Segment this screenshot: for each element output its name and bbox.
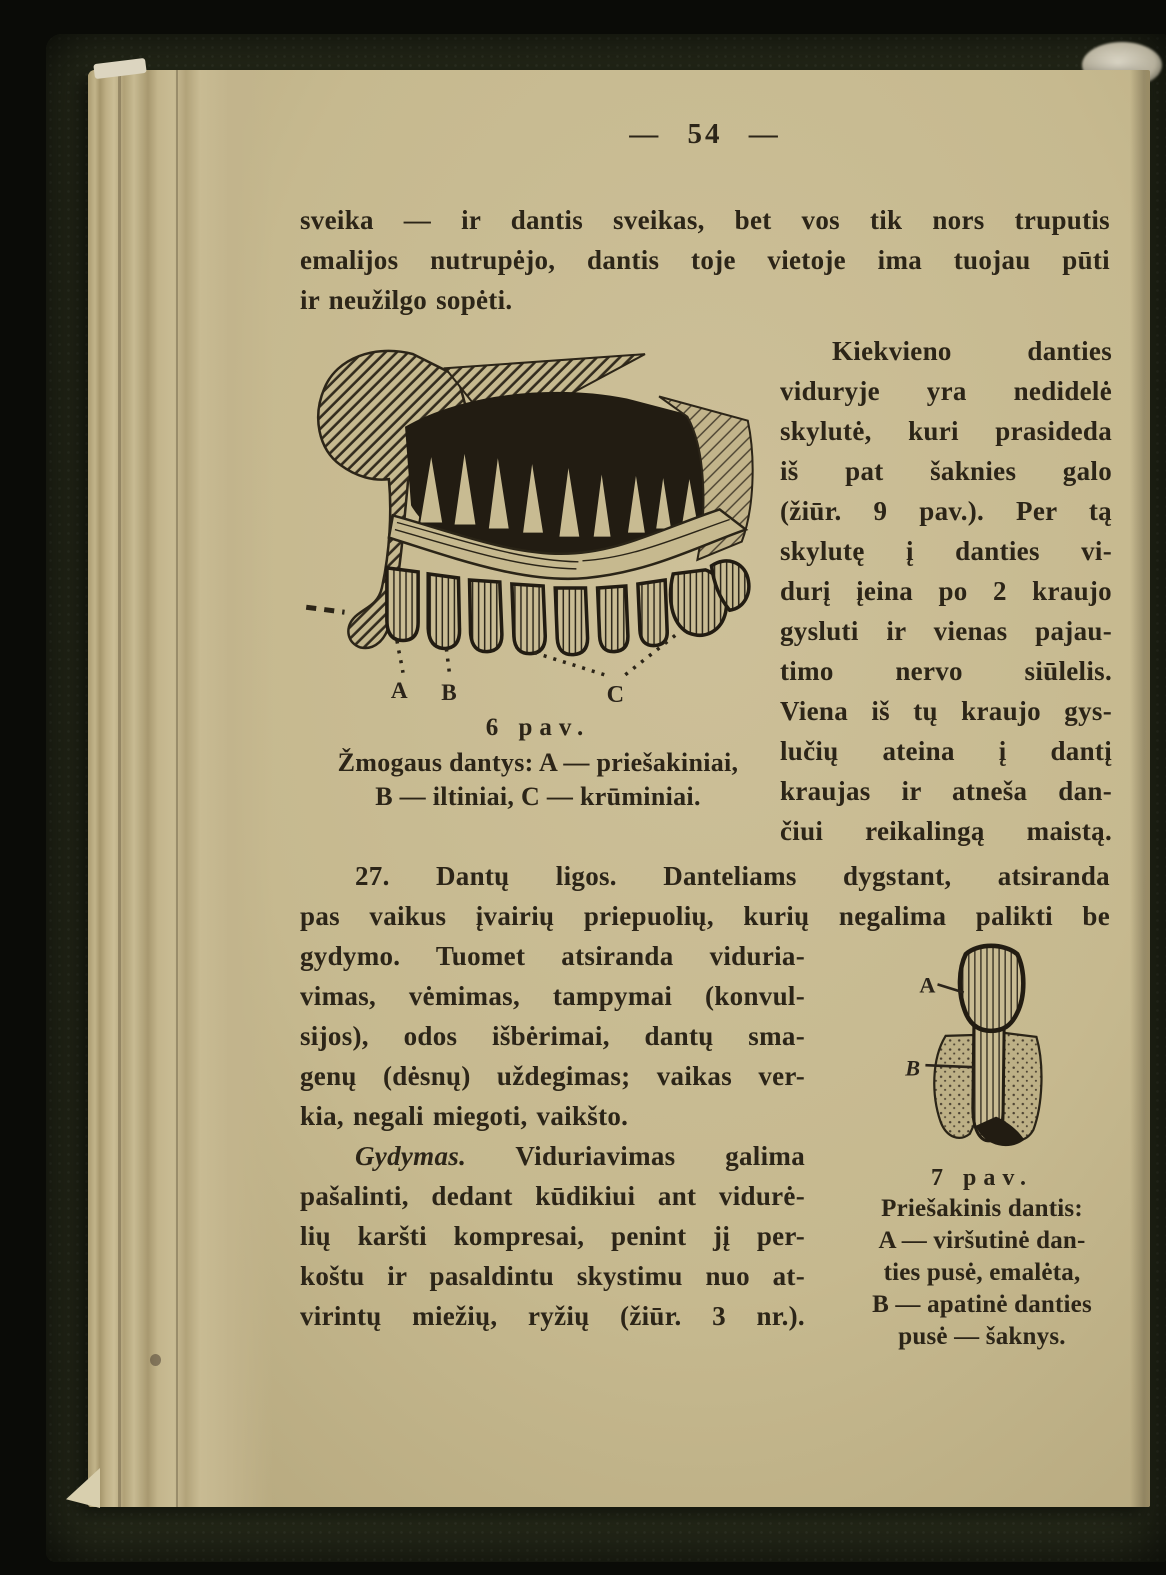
fig6-label-a: A	[390, 677, 408, 704]
caption-line: Žmogaus dantys: A — priešakiniai,	[337, 748, 739, 777]
figure-6-caption	[248, 710, 828, 814]
page-right-fold	[1130, 70, 1150, 1507]
text-line: koštu ir pasaldintu skystimu nuo at-	[300, 1261, 805, 1291]
gydymas-rest: Viduriavimas galima	[515, 1141, 805, 1171]
text-line: kia, negali miegoti, vaikšto.	[300, 1101, 629, 1131]
figure-7-tooth-illustration	[893, 938, 1085, 1155]
text-line: skylutė, kuri prasideda	[780, 416, 1112, 446]
text-line: kraujas ir atneša dan-	[780, 776, 1112, 806]
text-line	[300, 856, 1110, 896]
gydymas-label: Gydymas.	[355, 1141, 467, 1171]
bone-left-blob	[934, 1035, 977, 1138]
book-page	[88, 70, 1150, 1507]
caption-line: ties pusė, emalėta,	[883, 1259, 1081, 1286]
text-line: pas vaikus įvairių priepuolių, kurių negalima palikti be	[300, 901, 1110, 931]
text-line: skylutę į danties vi-	[780, 536, 1112, 566]
page-edge-line	[118, 70, 121, 1507]
intro-paragraph	[300, 200, 1110, 320]
lower-teeth	[387, 568, 667, 655]
text-line: timo nervo siūlelis.	[780, 656, 1112, 686]
column-left	[300, 936, 805, 1336]
text-line: pašalinti, dedant kūdikiui ant vidurė-	[300, 1181, 805, 1211]
text-line: sveika — ir dantis sveikas, bet vos tik nors truputis	[300, 205, 1110, 235]
figure-6-caption-title: 6 pav.	[485, 714, 591, 741]
caption-line: B — apatinė danties	[872, 1291, 1092, 1318]
figure-7-caption-title: 7 pav.	[930, 1165, 1034, 1191]
text-line: durį įeina po 2 kraujo	[780, 576, 1112, 606]
text-line: emalijos nutrupėjo, dantis toje vietoje ima tuojau pūti	[300, 245, 1110, 275]
fig6-label-b: B	[441, 679, 457, 706]
para27-rest: Danteliams dygstant, atsiranda	[663, 861, 1110, 891]
paper-speck	[150, 1354, 161, 1366]
paragraph-27	[300, 856, 1110, 936]
fig7-label-a: A	[919, 972, 936, 998]
text-line: Viena iš tų kraujo gys-	[780, 696, 1112, 726]
molar-cluster	[671, 561, 749, 635]
text-line: čiui reikalingą maistą.	[780, 816, 1112, 846]
page-edge-line	[176, 70, 178, 1507]
caption-line: Priešakinis dantis:	[881, 1195, 1083, 1222]
text-line: ir neužilgo sopėti.	[300, 285, 513, 315]
text-line: iš pat šaknies galo	[780, 456, 1112, 486]
binding-edge-shading	[88, 70, 273, 1507]
fig6-label-c: C	[606, 680, 625, 706]
text-line: (žiūr. 9 pav.). Per tą	[780, 496, 1112, 526]
text-line: sijos), odos išbėrimai, dantų sma-	[300, 1021, 805, 1051]
text-line	[300, 1136, 805, 1176]
fig7-label-b: B	[905, 1055, 921, 1081]
tooth-crown	[960, 946, 1023, 1031]
text-line: lučių ateina į dantį	[780, 736, 1112, 766]
column-right	[780, 331, 1112, 851]
page-number: — 54 —	[629, 118, 781, 150]
text-line: gydymo. Tuomet atsiranda viduria-	[300, 941, 805, 971]
text-line: viduryje yra nedidelė	[780, 376, 1112, 406]
caption-line: B — iltiniai, C — krūminiai.	[375, 782, 701, 811]
text-line: gysluti ir vienas pajau-	[780, 616, 1112, 646]
leader-dash	[306, 607, 344, 612]
text-line: Kiekvieno danties	[832, 336, 1112, 366]
text-line: vimas, vėmimas, tampymai (konvul-	[300, 981, 805, 1011]
caption-line: A — viršutinė dan-	[878, 1227, 1086, 1254]
figure-6-jaw-illustration	[294, 338, 758, 706]
para27-number: 27.	[355, 861, 390, 891]
para27-heading: Dantų ligos.	[435, 861, 617, 891]
text-line: lių karšti kompresai, penint jį per-	[300, 1221, 805, 1251]
caption-line: pusė — šaknys.	[898, 1323, 1066, 1350]
text-line: genų (dėsnų) uždegimas; vaikas ver-	[300, 1061, 805, 1091]
figure-7-caption	[848, 1163, 1116, 1353]
text-line: virintų miežių, ryžių (žiūr. 3 nr.).	[300, 1301, 805, 1331]
